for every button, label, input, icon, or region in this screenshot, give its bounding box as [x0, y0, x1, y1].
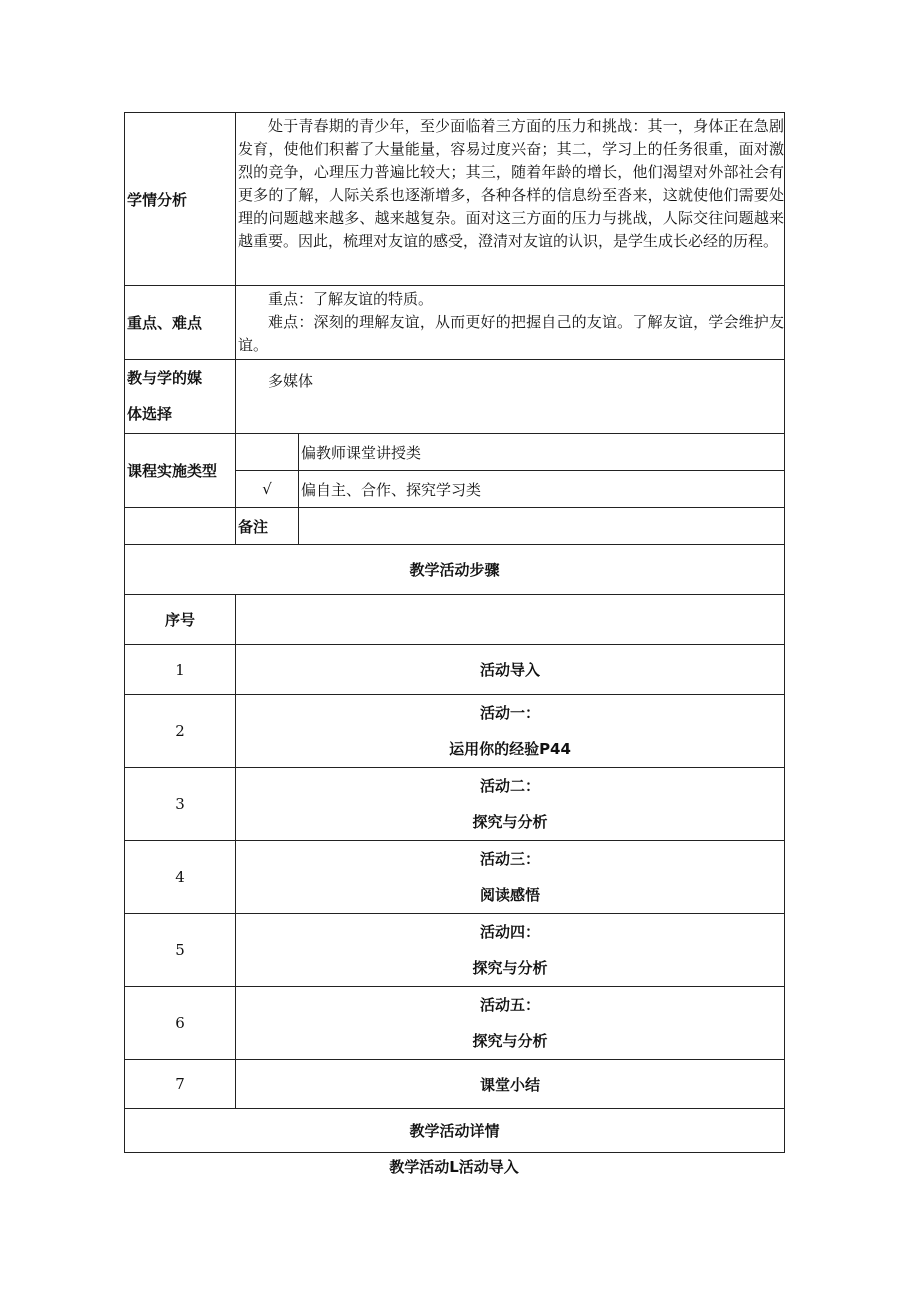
table-row [125, 1060, 785, 1109]
details-caption: 教学活动L活动导入 [389, 1158, 519, 1176]
remark-row [125, 508, 785, 545]
step-activity-desc: 探究与分析 [472, 1032, 548, 1050]
table-row [125, 914, 785, 987]
key-point: 重点：了解友谊的特质。 [268, 290, 434, 308]
steps-header-row [125, 595, 785, 645]
index-header: 序号 [125, 595, 236, 645]
remark-label: 备注 [236, 508, 299, 545]
media-label-line1: 教与学的媒 [127, 369, 203, 387]
step-activity: 活动导入 [236, 645, 785, 695]
step-activity-desc: 阅读感悟 [479, 886, 540, 904]
step-number: 4 [125, 841, 236, 914]
details-title-row [125, 1109, 785, 1153]
remark-value [299, 508, 785, 545]
course-type-mark-1 [236, 434, 299, 471]
step-activity-desc: 探究与分析 [472, 959, 548, 977]
course-type-mark-2: √ [236, 471, 299, 508]
step-activity [236, 768, 785, 841]
analysis-text: 处于青春期的青少年，至少面临着三方面的压力和挑战：其一，身体正在急剧发育，使他们积蓄了大量能量，容易过度兴奋；其二，学习上的任务很重，面对激烈的竞争，心理压力普遍比较大；其三，随着年龄的增长，他们渴望对外部社会有更多的了解，人际关系也逐渐增多，各种各样的信息纷至沓来，这就使他们需要处理的问题越来越多、越来越复杂。面对这三方面的压力与挑战，人际交往问题越来越重要。因此，梳理对友谊的感受，澄清对友谊的认识，是学生成长必经的历程。 [236, 113, 785, 286]
step-activity-title: 活动五： [479, 996, 540, 1014]
details-title: 教学活动详情 [125, 1109, 785, 1153]
keypoints-label: 重点、难点 [125, 286, 236, 360]
course-type-option-1: 偏教师课堂讲授类 [299, 434, 785, 471]
steps-title: 教学活动步骤 [125, 545, 785, 595]
steps-title-row [125, 545, 785, 595]
step-activity-title: 活动四： [479, 923, 540, 941]
table-row [125, 695, 785, 768]
course-type-row-1 [125, 434, 785, 471]
step-activity-desc: 探究与分析 [472, 813, 548, 831]
step-activity-title: 活动二： [479, 777, 540, 795]
keypoints-row [125, 286, 785, 360]
step-activity-title: 活动三： [479, 850, 540, 868]
analysis-label: 学情分析 [125, 113, 236, 286]
step-number: 2 [125, 695, 236, 768]
step-number: 5 [125, 914, 236, 987]
step-number: 1 [125, 645, 236, 695]
step-activity [236, 695, 785, 768]
steps-header-blank [236, 595, 785, 645]
step-activity [236, 987, 785, 1060]
step-activity: 课堂小结 [236, 1060, 785, 1109]
step-number: 6 [125, 987, 236, 1060]
step-activity [236, 914, 785, 987]
media-value: 多媒体 [236, 360, 785, 434]
remark-spacer [125, 508, 236, 545]
analysis-row [125, 113, 785, 286]
media-label [125, 360, 236, 434]
difficult-point: 难点：深刻的理解友谊，从而更好的把握自己的友谊。了解友谊，学会维护友谊。 [238, 313, 784, 354]
course-type-label: 课程实施类型 [125, 434, 236, 508]
table-row [125, 841, 785, 914]
media-label-line2: 体选择 [127, 405, 173, 423]
step-activity-desc: 运用你的经验P44 [449, 740, 571, 758]
table-row [125, 768, 785, 841]
step-activity [236, 841, 785, 914]
step-number: 7 [125, 1060, 236, 1109]
step-activity-title: 活动一： [479, 704, 540, 722]
lesson-plan-table [124, 112, 784, 1153]
step-number: 3 [125, 768, 236, 841]
table-row [125, 645, 785, 695]
course-type-option-2: 偏自主、合作、探究学习类 [299, 471, 785, 508]
table-row [125, 987, 785, 1060]
media-row [125, 360, 785, 434]
keypoints-cell [236, 286, 785, 360]
